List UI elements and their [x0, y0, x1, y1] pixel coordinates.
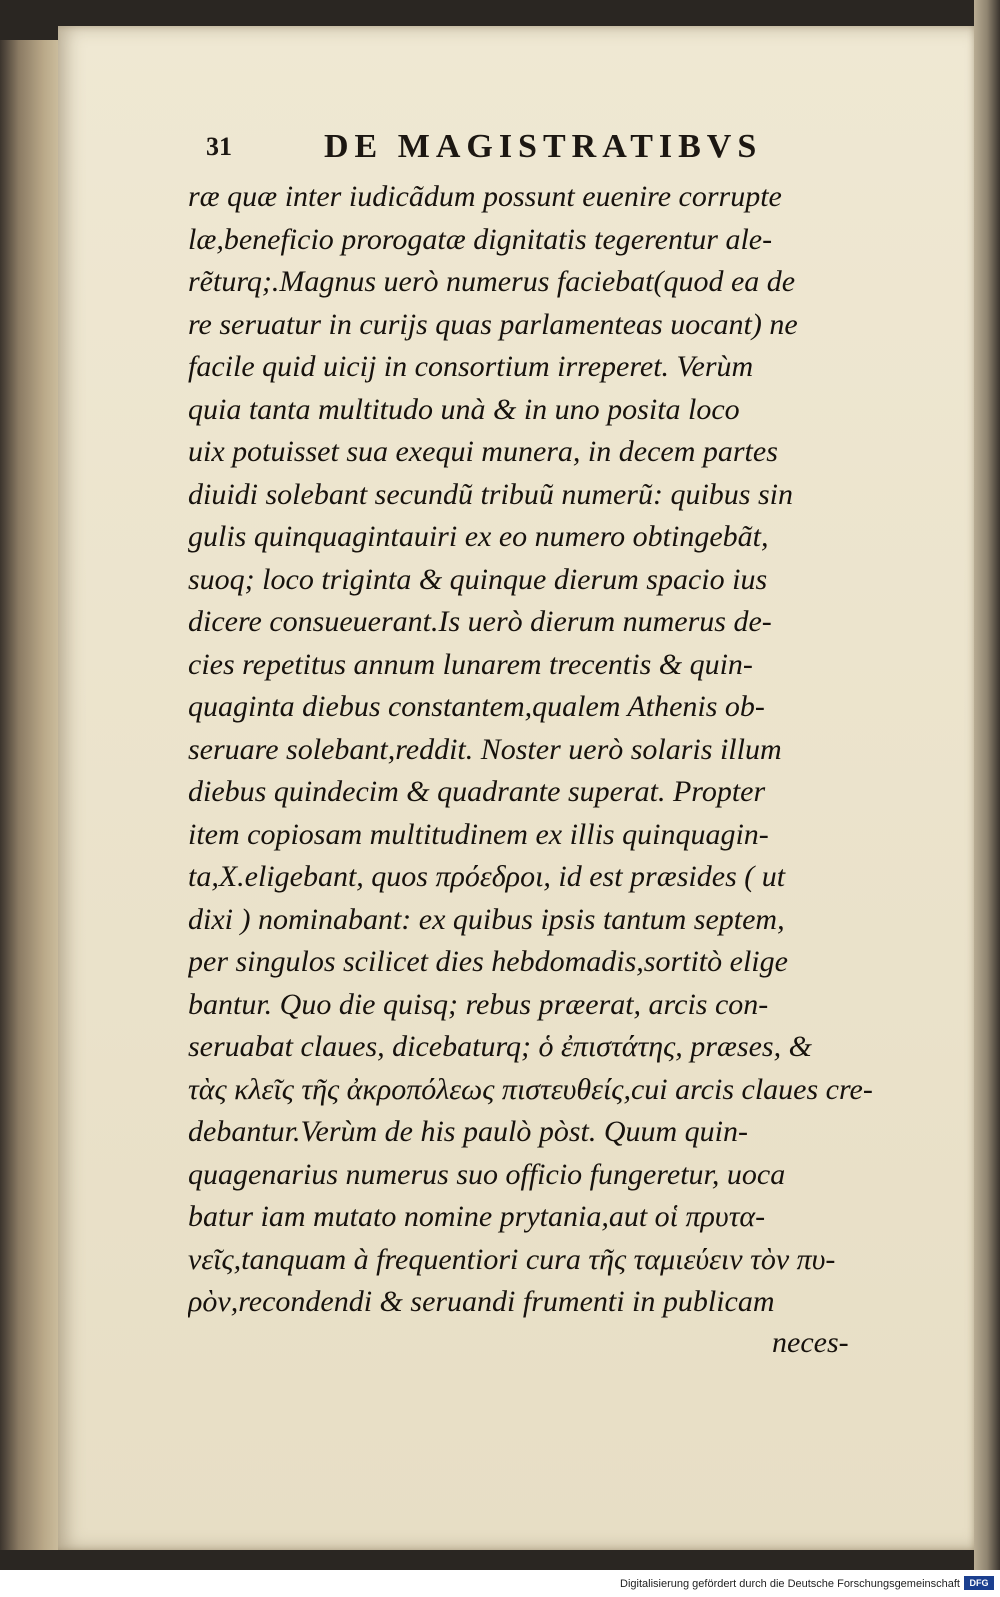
text-line: suoq; loco triginta & quinque dierum spacio ius	[188, 562, 768, 596]
book-binding	[0, 40, 62, 1550]
text-line: seruare solebant,reddit. Noster uerò solaris illum	[188, 732, 782, 766]
text-line: dicere consueuerant.Is uerò dierum numerus de-	[188, 605, 772, 638]
text-line: item copiosam multitudinem ex illis quinquagin-	[188, 817, 769, 851]
text-line: rẽturq;.Magnus uerò numerus faciebat(quod ea de	[188, 265, 796, 298]
text-line: per singulos scilicet dies hebdomadis,sortitò elige	[188, 945, 788, 978]
text-line: debantur.Verùm de his paulò pòst. Quum quin-	[188, 1115, 748, 1148]
text-line: ræ quæ inter iudicãdum possunt euenire corrupte	[188, 180, 782, 213]
text-line: ta,X.eligebant, quos πρόεδροι, id est præsides ( ut	[188, 860, 786, 893]
text-line: uix potuisset sua exequi munera, in decem partes	[188, 435, 778, 468]
page-number: 31	[206, 132, 232, 161]
text-line: bantur. Quo die quisq; rebus præerat, arcis con-	[188, 987, 769, 1021]
text-line: facile quid uicij in consortium irreperet. Verùm	[188, 350, 754, 383]
text-line: quia tanta multitudo unà & in uno posita loco	[188, 392, 740, 426]
text-line: quaginta diebus constantem,qualem Athenis ob-	[188, 690, 765, 723]
text-line: læ,beneficio prorogatæ dignitatis tegerentur ale-	[188, 222, 773, 256]
dfg-logo: DFG	[964, 1576, 994, 1590]
text-line: τὰς κλεῖς τῆς ἀκροπόλεως πιστευθείς,cui arcis claues cre-	[188, 1072, 873, 1106]
text-line: νεῖς,tanquam à frequentiori cura τῆς ταμιεύειν τὸν πυ-	[188, 1242, 836, 1276]
catchword: neces-	[772, 1326, 849, 1359]
text-line: gulis quinquagintauiri ex eo numero obtingebãt,	[188, 520, 769, 553]
running-head: DE MAGISTRATIBVS	[324, 128, 763, 165]
digitization-credit: Digitalisierung gefördert durch die Deutsche Forschungsgemeinschaft	[620, 1578, 960, 1590]
body-text	[188, 176, 888, 1324]
footer-bar	[0, 1570, 1000, 1597]
text-line: diebus quindecim & quadrante superat. Propter	[188, 775, 766, 808]
text-line: seruabat claues, dicebaturq; ὁ ἐπιστάτης, præses, &	[188, 1030, 812, 1063]
text-line: dixi ) nominabant: ex quibus ipsis tantum septem,	[188, 902, 785, 936]
text-line: cies repetitus annum lunarem trecentis & quin-	[188, 647, 753, 681]
text-line: diuidi solebant secundũ tribuũ numerũ: quibus sin	[188, 477, 793, 511]
text-line: quagenarius numerus suo officio fungeretur, uoca	[188, 1157, 786, 1191]
text-line: batur iam mutato nomine prytania,aut οἱ πρυτα-	[188, 1200, 766, 1233]
text-line: re seruatur in curijs quas parlamenteas uocant) ne	[188, 307, 798, 341]
page-edge	[974, 0, 1000, 1570]
text-line: ρὸν,recondendi & seruandi frumenti in publicam	[188, 1285, 775, 1318]
page-header	[206, 128, 806, 168]
